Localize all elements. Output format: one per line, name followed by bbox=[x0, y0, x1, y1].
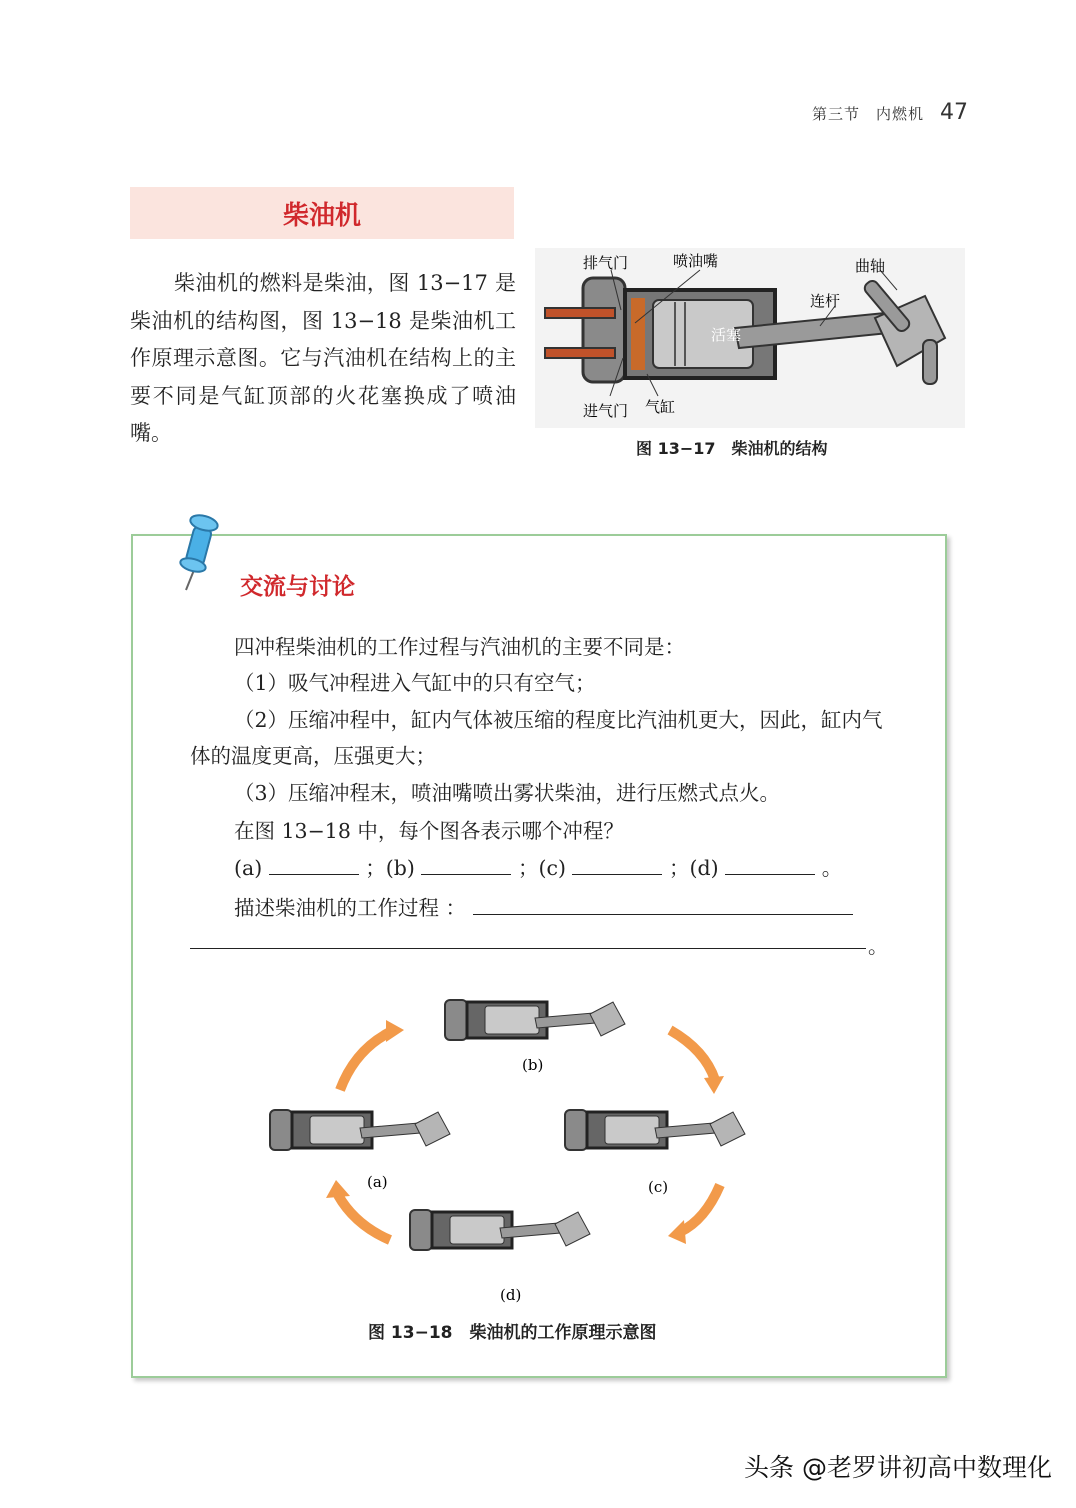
arrow-a-to-b bbox=[340, 1032, 390, 1090]
section-title: 柴油机 bbox=[282, 200, 361, 231]
diesel-engine-structure-figure bbox=[535, 248, 965, 428]
diesel-cycle-figure bbox=[260, 970, 820, 1310]
discussion-item-2: （2）压缩冲程中，缸内气体被压缩的程度比汽油机更大，因此，缸内气体的温度更高，压强更大； bbox=[190, 708, 883, 768]
stroke-answer-line bbox=[234, 850, 874, 886]
engine-b bbox=[445, 1000, 625, 1040]
pushpin-icon bbox=[176, 505, 226, 595]
section-name: 第三节 内燃机 bbox=[811, 105, 924, 123]
blank-d-input[interactable] bbox=[725, 854, 815, 875]
engine-a bbox=[270, 1110, 450, 1150]
engine-c bbox=[565, 1110, 745, 1150]
blank-a-input[interactable] bbox=[269, 854, 359, 875]
page-number: 47 bbox=[940, 100, 968, 125]
label-injector: 喷油嘴 bbox=[673, 252, 719, 270]
blank-b-input[interactable] bbox=[421, 854, 511, 875]
label-intake-valve: 进气门 bbox=[583, 402, 629, 420]
label-piston: 活塞 bbox=[711, 326, 742, 344]
discussion-item-3: （3）压缩冲程末，喷油嘴喷出雾状柴油，进行压燃式点火。 bbox=[234, 781, 781, 805]
figure2-caption: 图 13−18 柴油机的工作原理示意图 bbox=[368, 1323, 657, 1343]
describe-end-mark: 。 bbox=[868, 934, 888, 958]
describe-line bbox=[234, 890, 894, 926]
blank-c-input[interactable] bbox=[572, 854, 662, 875]
blank-end-mark: 。 bbox=[821, 856, 843, 880]
blank-b-label: ；(b) bbox=[365, 856, 415, 880]
blank-c-label: ；(c) bbox=[517, 856, 566, 880]
label-exhaust-valve: 排气门 bbox=[583, 254, 629, 272]
label-connecting-rod: 连杆 bbox=[810, 292, 841, 310]
label-cylinder: 气缸 bbox=[645, 398, 676, 416]
intro-paragraph: 柴油机的燃料是柴油，图 13−17 是柴油机的结构图，图 13−18 是柴油机工作原理示意图。它与汽油机在结构上的主要不同是气缸顶部的火花塞换成了喷油嘴。 bbox=[130, 271, 516, 445]
label-a: (a) bbox=[367, 1173, 388, 1191]
arrow-d-to-a bbox=[338, 1195, 390, 1240]
discussion-lead: 四冲程柴油机的工作过程与汽油机的主要不同是： bbox=[234, 635, 685, 659]
blank-a-label: (a) bbox=[234, 856, 263, 880]
arrow-c-to-d bbox=[680, 1185, 720, 1232]
discussion-title: 交流与讨论 bbox=[240, 573, 355, 600]
watermark: 头条 @老罗讲初高中数理化 bbox=[744, 1453, 1052, 1482]
label-b: (b) bbox=[522, 1056, 544, 1074]
discussion-item-1: （1）吸气冲程进入气缸中的只有空气； bbox=[234, 671, 596, 695]
blank-d-label: ；(d) bbox=[669, 856, 719, 880]
figure1-caption: 图 13−17 柴油机的结构 bbox=[636, 439, 828, 458]
describe-input-line-2[interactable] bbox=[190, 948, 866, 949]
arrow-b-to-c bbox=[670, 1030, 715, 1080]
label-crankshaft: 曲轴 bbox=[855, 257, 886, 275]
describe-label: 描述柴油机的工作过程 ： bbox=[234, 896, 467, 920]
engine-d bbox=[410, 1210, 590, 1250]
section-title-bar bbox=[130, 187, 514, 239]
label-c: (c) bbox=[648, 1178, 669, 1196]
page-header bbox=[812, 100, 968, 125]
discussion-question: 在图 13−18 中，每个图各表示哪个冲程？ bbox=[234, 819, 624, 843]
label-d: (d) bbox=[500, 1286, 522, 1304]
describe-input[interactable] bbox=[473, 894, 853, 915]
